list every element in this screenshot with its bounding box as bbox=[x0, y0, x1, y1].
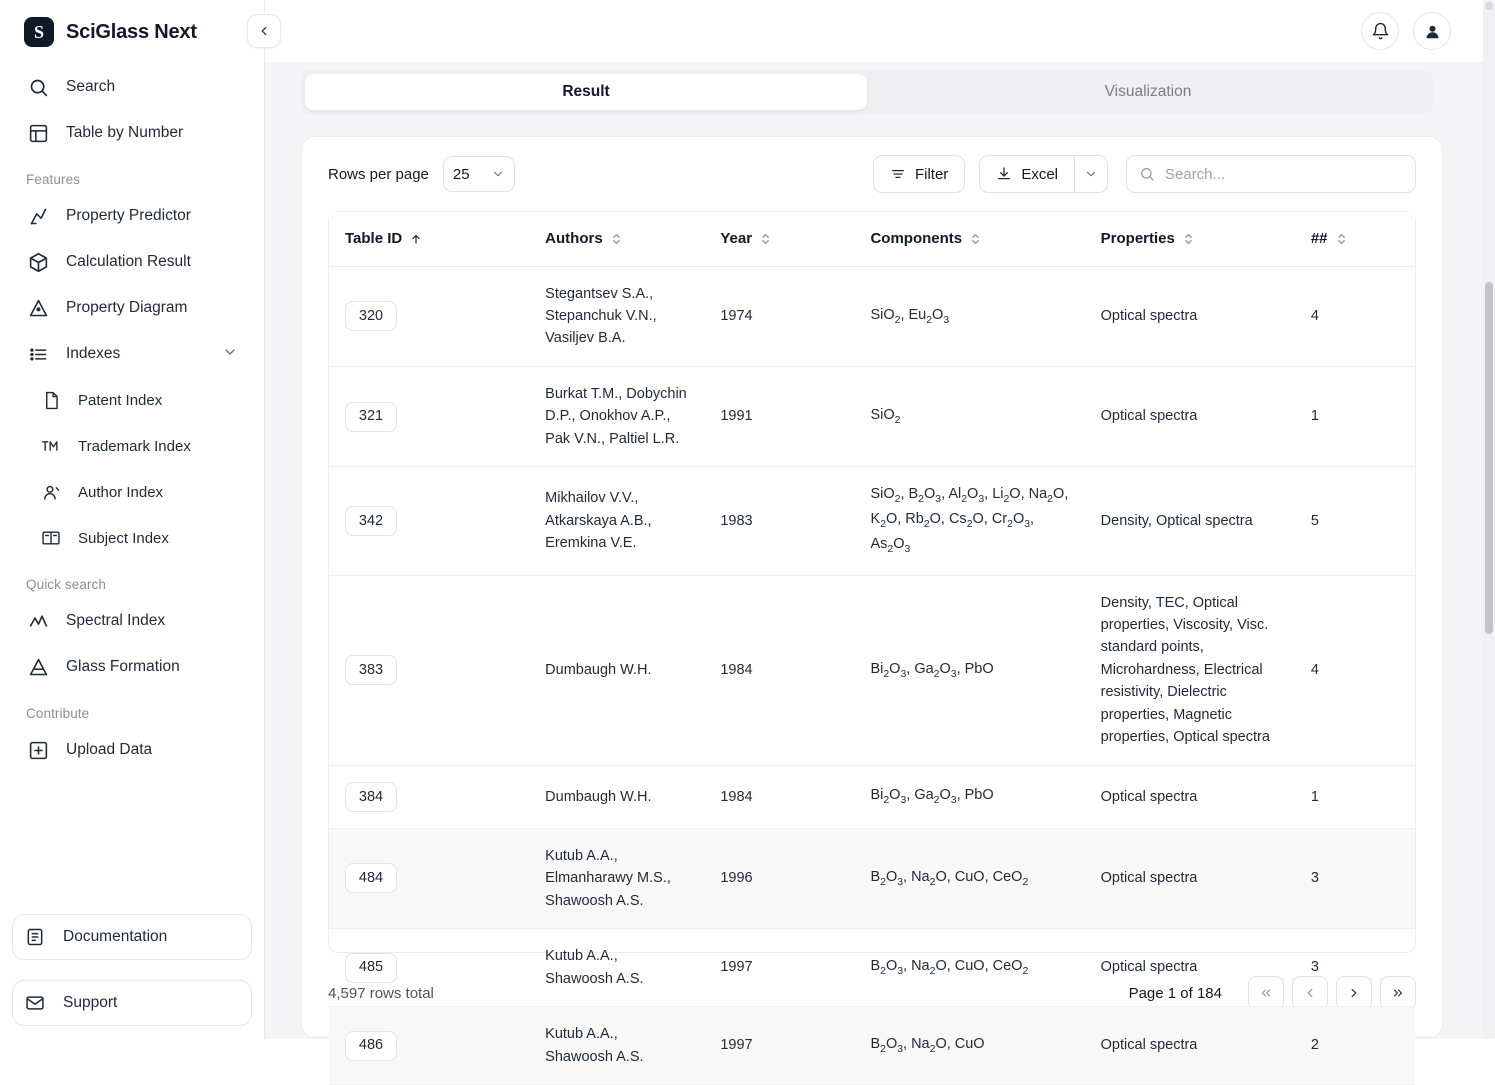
filter-button[interactable] bbox=[873, 155, 965, 193]
scrollbar-thumb[interactable] bbox=[1485, 282, 1493, 634]
cell-properties: Optical spectra bbox=[1085, 1007, 1295, 1085]
sidebar-item-label: Support bbox=[63, 994, 241, 1012]
sidebar-section-contribute: Contribute bbox=[16, 690, 248, 727]
column-label: Authors bbox=[545, 230, 603, 247]
download-icon bbox=[996, 166, 1012, 182]
table-toolbar bbox=[302, 137, 1442, 211]
documentation-row[interactable] bbox=[13, 915, 251, 959]
column-header-components[interactable] bbox=[854, 212, 1084, 266]
rows-total-label: 4,597 rows total bbox=[328, 985, 434, 1002]
table-id-chip[interactable]: 484 bbox=[345, 863, 397, 893]
cell-table-id bbox=[329, 366, 529, 466]
document-icon bbox=[40, 391, 62, 410]
column-label: Properties bbox=[1101, 230, 1175, 247]
sidebar bbox=[0, 0, 265, 1039]
sidebar-item-patent-index[interactable] bbox=[16, 377, 248, 423]
sidebar-item-property-predictor[interactable] bbox=[16, 193, 248, 239]
trademark-icon bbox=[40, 436, 62, 456]
sidebar-item-search[interactable] bbox=[16, 64, 248, 110]
table-row[interactable] bbox=[329, 575, 1415, 765]
cell-year: 1996 bbox=[704, 828, 854, 928]
cell-count: 1 bbox=[1295, 765, 1415, 828]
column-header-properties[interactable] bbox=[1085, 212, 1295, 266]
results-table bbox=[328, 211, 1416, 953]
cell-authors: Kutub A.A., Elmanharawy M.S., Shawoosh A.S. bbox=[529, 828, 704, 928]
table-body-scroll[interactable] bbox=[329, 267, 1415, 955]
cell-year: 1991 bbox=[704, 366, 854, 466]
sidebar-item-spectral-index[interactable] bbox=[16, 598, 248, 644]
table-row[interactable] bbox=[329, 765, 1415, 828]
bell-icon bbox=[1371, 22, 1390, 41]
cell-count: 2 bbox=[1295, 1007, 1415, 1085]
cell-count: 5 bbox=[1295, 467, 1415, 575]
sidebar-item-label: Table by Number bbox=[66, 124, 238, 142]
sidebar-item-label: Spectral Index bbox=[66, 612, 238, 630]
chevron-down-icon bbox=[1084, 167, 1098, 181]
plus-box-icon bbox=[26, 740, 50, 761]
column-header-table-id[interactable] bbox=[329, 212, 529, 266]
table-id-chip[interactable]: 486 bbox=[345, 1031, 397, 1061]
excel-dropdown-button[interactable] bbox=[1074, 155, 1108, 193]
cell-year: 1984 bbox=[704, 575, 854, 765]
column-header-year[interactable] bbox=[704, 212, 854, 266]
sort-icon bbox=[1183, 232, 1194, 246]
cell-table-id bbox=[329, 828, 529, 928]
filter-icon bbox=[890, 166, 906, 182]
sort-asc-icon bbox=[410, 233, 422, 245]
cell-table-id bbox=[329, 467, 529, 575]
rows-per-page-label: Rows per page bbox=[328, 166, 429, 183]
cell-table-id bbox=[329, 267, 529, 367]
sidebar-item-documentation[interactable] bbox=[12, 914, 252, 960]
sidebar-item-trademark-index[interactable] bbox=[16, 423, 248, 469]
chevron-down-icon[interactable] bbox=[222, 344, 238, 365]
brand-logo-icon: S bbox=[24, 17, 54, 47]
cell-count: 1 bbox=[1295, 366, 1415, 466]
mail-icon bbox=[23, 993, 47, 1013]
cell-count: 3 bbox=[1295, 929, 1415, 1007]
rows-per-page-value: 25 bbox=[453, 166, 470, 183]
table-row[interactable] bbox=[329, 929, 1415, 1007]
sidebar-section-quick-search: Quick search bbox=[16, 561, 248, 598]
cell-properties: Density, Optical spectra bbox=[1085, 467, 1295, 575]
cell-properties: Optical spectra bbox=[1085, 929, 1295, 1007]
tab-result[interactable]: Result bbox=[305, 74, 867, 110]
search-input[interactable] bbox=[1165, 166, 1403, 183]
spectral-icon bbox=[26, 611, 50, 632]
cube-icon bbox=[26, 252, 50, 273]
chevron-left-icon bbox=[257, 24, 271, 38]
sort-icon bbox=[1336, 232, 1347, 246]
documentation-icon bbox=[23, 927, 47, 947]
table-id-chip[interactable]: 384 bbox=[345, 782, 397, 812]
column-label: Table ID bbox=[345, 230, 402, 247]
scrollbar-thumb-top[interactable] bbox=[1485, 2, 1493, 10]
topbar bbox=[265, 0, 1495, 62]
table-icon bbox=[26, 123, 50, 144]
cell-table-id bbox=[329, 929, 529, 1007]
sidebar-item-subject-index[interactable] bbox=[16, 515, 248, 561]
excel-export-group bbox=[979, 155, 1108, 193]
sidebar-item-label: Patent Index bbox=[78, 392, 238, 409]
support-row[interactable] bbox=[13, 981, 251, 1025]
brand bbox=[16, 0, 248, 64]
search-icon bbox=[1139, 166, 1155, 182]
sidebar-item-label: Property Predictor bbox=[66, 207, 238, 225]
column-label: Components bbox=[870, 230, 962, 247]
table-row[interactable] bbox=[329, 267, 1415, 367]
sidebar-item-label: Indexes bbox=[66, 345, 206, 363]
column-label: Year bbox=[720, 230, 752, 247]
table-row[interactable] bbox=[329, 467, 1415, 575]
sidebar-item-label: Trademark Index bbox=[78, 438, 238, 455]
diagram-icon bbox=[26, 298, 50, 319]
predictor-icon bbox=[26, 206, 50, 227]
cell-authors: Dumbaugh W.H. bbox=[529, 575, 704, 765]
result-panel bbox=[301, 136, 1443, 1038]
cell-authors: Kutub A.A., Shawoosh A.S. bbox=[529, 1007, 704, 1085]
list-icon bbox=[26, 344, 50, 365]
sidebar-item-label: Search bbox=[66, 78, 238, 96]
window-scrollbar[interactable] bbox=[1483, 0, 1495, 1039]
sidebar-item-label: Documentation bbox=[63, 928, 241, 946]
author-icon bbox=[40, 483, 62, 502]
sidebar-item-upload-data[interactable] bbox=[16, 727, 248, 773]
column-label: ## bbox=[1311, 230, 1328, 247]
cell-properties: Density, TEC, Optical properties, Viscosity, Visc. standard points, Microhardness, Electrical resistivity, Dielectric properties, Magnetic properties, Optical spectra bbox=[1085, 575, 1295, 765]
sidebar-item-label: Property Diagram bbox=[66, 299, 238, 317]
cell-authors: Mikhailov V.V., Atkarskaya A.B., Eremkina V.E. bbox=[529, 467, 704, 575]
cell-components: $Bi_2O_3$, $Ga_2O_3$, PbO bbox=[854, 575, 1084, 765]
page-info-label: Page 1 of 184 bbox=[1129, 985, 1222, 1002]
sidebar-item-label: Author Index bbox=[78, 484, 238, 501]
sidebar-item-glass-formation[interactable] bbox=[16, 644, 248, 690]
table-id-chip[interactable]: 383 bbox=[345, 655, 397, 685]
cell-year: 1984 bbox=[704, 765, 854, 828]
account-button[interactable] bbox=[1413, 12, 1451, 50]
cell-components: $B_2O_3$, $Na_2O$, CuO, CeO$_2$ bbox=[854, 828, 1084, 928]
cell-properties: Optical spectra bbox=[1085, 366, 1295, 466]
table-row[interactable] bbox=[329, 1007, 1415, 1085]
table-header-row bbox=[329, 212, 1415, 266]
sidebar-item-table-by-number[interactable] bbox=[16, 110, 248, 156]
cell-components: SiO$_2$ bbox=[854, 366, 1084, 466]
chevron-down-icon bbox=[491, 167, 505, 181]
cell-components: $B_2O_3$, $Na_2O$, CuO, CeO$_2$ bbox=[854, 929, 1084, 1007]
cell-authors: Burkat T.M., Dobychin D.P., Onokhov A.P., Pak V.N., Paltiel L.R. bbox=[529, 366, 704, 466]
results-table-header bbox=[329, 212, 1415, 267]
cell-properties: Optical spectra bbox=[1085, 765, 1295, 828]
table-id-chip[interactable]: 485 bbox=[345, 953, 397, 983]
table-id-chip[interactable]: 321 bbox=[345, 402, 397, 432]
cell-components: $Bi_2O_3$, $Ga_2O_3$, PbO bbox=[854, 765, 1084, 828]
sort-icon bbox=[970, 232, 981, 246]
main-area bbox=[265, 0, 1495, 1039]
table-search[interactable] bbox=[1126, 155, 1416, 193]
brand-name: SciGlass Next bbox=[66, 21, 197, 44]
cell-authors: Kutub A.A., Shawoosh A.S. bbox=[529, 929, 704, 1007]
sidebar-item-author-index[interactable] bbox=[16, 469, 248, 515]
sidebar-item-label: Subject Index bbox=[78, 530, 238, 547]
sidebar-item-label: Glass Formation bbox=[66, 658, 238, 676]
tab-visualization[interactable]: Visualization bbox=[867, 74, 1429, 110]
cell-components: $B_2O_3$, $Na_2O$, CuO bbox=[854, 1007, 1084, 1085]
sidebar-collapse-button[interactable] bbox=[247, 14, 281, 48]
cell-authors: Stegantsev S.A., Stepanchuk V.N., Vasiljev B.A. bbox=[529, 267, 704, 367]
sidebar-item-label: Calculation Result bbox=[66, 253, 238, 271]
sidebar-item-label: Upload Data bbox=[66, 741, 238, 759]
cell-year: 1983 bbox=[704, 467, 854, 575]
cell-components: SiO$_2$, $Eu_2O_3$ bbox=[854, 267, 1084, 367]
results-table-body bbox=[329, 267, 1415, 1085]
glass-formation-icon bbox=[26, 657, 50, 678]
notifications-button[interactable] bbox=[1361, 12, 1399, 50]
cell-count: 4 bbox=[1295, 267, 1415, 367]
sort-icon bbox=[760, 232, 771, 246]
filter-label: Filter bbox=[915, 166, 948, 183]
cell-properties: Optical spectra bbox=[1085, 828, 1295, 928]
cell-authors: Dumbaugh W.H. bbox=[529, 765, 704, 828]
content bbox=[265, 70, 1495, 1038]
search-icon bbox=[26, 77, 50, 98]
cell-year: 1974 bbox=[704, 267, 854, 367]
table-row[interactable] bbox=[329, 828, 1415, 928]
sidebar-item-indexes[interactable] bbox=[16, 331, 248, 377]
cell-year: 1997 bbox=[704, 1007, 854, 1085]
table-id-chip[interactable]: 320 bbox=[345, 301, 397, 331]
cell-table-id bbox=[329, 765, 529, 828]
table-row[interactable] bbox=[329, 366, 1415, 466]
rows-per-page-select[interactable] bbox=[443, 156, 515, 192]
table-id-chip[interactable]: 342 bbox=[345, 506, 397, 536]
view-tabs bbox=[301, 70, 1433, 114]
cell-components: SiO$_2$, $B_2O_3$, $Al_2O_3$, $Li_2O$, $Na_2O$, $K_2O$, $Rb_2O$, $Cs_2O$, $Cr_2O_3$, $As_2O_3$ bbox=[854, 467, 1084, 575]
cell-table-id bbox=[329, 1007, 529, 1085]
sidebar-item-support[interactable] bbox=[12, 980, 252, 1026]
sidebar-section-features: Features bbox=[16, 156, 248, 193]
sidebar-item-property-diagram[interactable] bbox=[16, 285, 248, 331]
cell-count: 4 bbox=[1295, 575, 1415, 765]
column-header-count[interactable] bbox=[1295, 212, 1415, 266]
sort-icon bbox=[611, 232, 622, 246]
sidebar-item-calculation-result[interactable] bbox=[16, 239, 248, 285]
column-header-authors[interactable] bbox=[529, 212, 704, 266]
user-icon bbox=[1423, 22, 1442, 41]
excel-button[interactable] bbox=[979, 155, 1074, 193]
cell-properties: Optical spectra bbox=[1085, 267, 1295, 367]
excel-label: Excel bbox=[1021, 166, 1058, 183]
cell-year: 1997 bbox=[704, 929, 854, 1007]
cell-table-id bbox=[329, 575, 529, 765]
cell-count: 3 bbox=[1295, 828, 1415, 928]
book-icon bbox=[40, 528, 62, 548]
